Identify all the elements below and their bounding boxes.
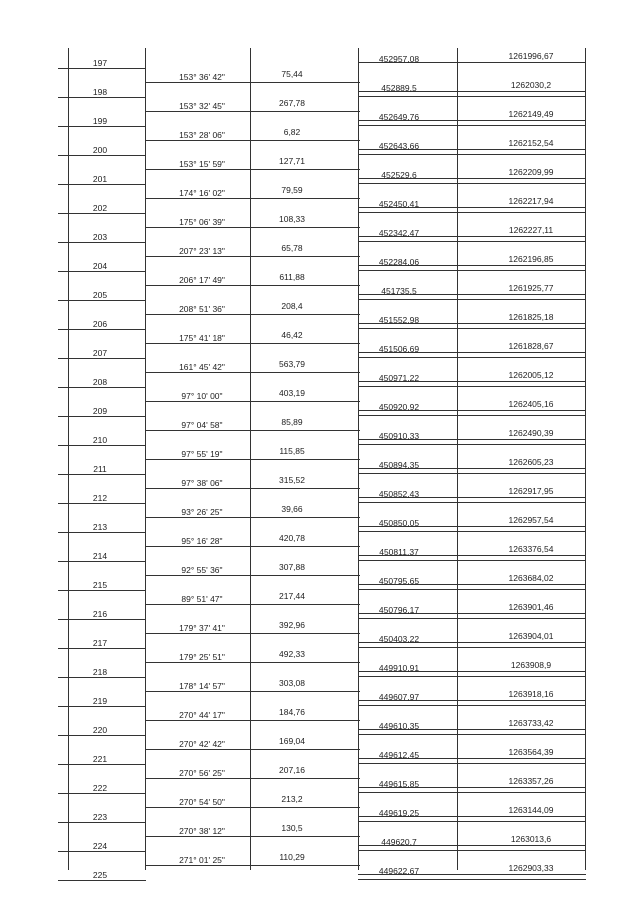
coordinate-x: 452284,06 <box>378 257 420 267</box>
point-number: 219 <box>92 696 108 706</box>
row-rule <box>145 865 360 866</box>
segment-length: 307,88 <box>279 562 305 572</box>
row-rule <box>358 850 586 851</box>
row-rule <box>145 517 360 518</box>
coordinate-x: 451506,69 <box>378 344 420 354</box>
row-rule <box>58 126 146 127</box>
row-rule <box>58 329 146 330</box>
direction-angle: 175° 06' 39" <box>179 217 225 227</box>
coordinate-y: 1262209,99 <box>508 167 554 177</box>
row-rule <box>358 154 586 155</box>
coordinate-x: 450920,92 <box>378 402 420 412</box>
direction-angle: 97° 55' 19" <box>181 449 223 459</box>
segment-length: 85,89 <box>281 417 303 427</box>
row-rule <box>145 633 360 634</box>
point-number: 205 <box>92 290 108 300</box>
row-rule <box>58 648 146 649</box>
row-rule <box>58 851 146 852</box>
point-number: 222 <box>92 783 108 793</box>
segment-length: 184,76 <box>279 707 305 717</box>
row-rule <box>358 502 586 503</box>
point-number: 203 <box>92 232 108 242</box>
row-rule <box>145 82 360 83</box>
row-rule <box>58 445 146 446</box>
point-number: 202 <box>92 203 108 213</box>
row-rule <box>58 793 146 794</box>
point-number: 218 <box>92 667 108 677</box>
point-number: 206 <box>92 319 108 329</box>
point-number: 215 <box>92 580 108 590</box>
coordinate-x: 451735,5 <box>381 286 417 296</box>
coordinate-y: 1262030,2 <box>510 80 552 90</box>
coordinate-x: 452957,08 <box>378 54 420 64</box>
direction-angle: 175° 41' 18" <box>179 333 225 343</box>
row-rule <box>358 473 586 474</box>
row-rule <box>58 68 146 69</box>
coordinate-x: 450795,65 <box>378 576 420 586</box>
coordinate-x: 452649,76 <box>378 112 420 122</box>
row-rule <box>358 96 586 97</box>
row-rule <box>358 589 586 590</box>
segment-length: 217,44 <box>279 591 305 601</box>
point-number: 225 <box>92 870 108 880</box>
row-rule <box>58 880 146 881</box>
coordinate-y: 1262217,94 <box>508 196 554 206</box>
direction-angle: 270° 56' 25" <box>179 768 225 778</box>
row-rule <box>145 836 360 837</box>
row-rule <box>358 647 586 648</box>
row-rule <box>145 691 360 692</box>
segment-length: 267,78 <box>279 98 305 108</box>
coordinate-y: 1263733,42 <box>508 718 554 728</box>
segment-length: 169,04 <box>279 736 305 746</box>
row-rule <box>145 459 360 460</box>
point-number: 209 <box>92 406 108 416</box>
row-rule <box>58 300 146 301</box>
coordinate-y: 1262149,49 <box>508 109 554 119</box>
row-rule <box>145 401 360 402</box>
row-rule <box>58 387 146 388</box>
row-rule <box>145 604 360 605</box>
segment-length: 303,08 <box>279 678 305 688</box>
direction-angle: 206° 17' 49" <box>179 275 225 285</box>
coordinate-x: 449622,67 <box>378 866 420 876</box>
segment-length: 75,44 <box>281 69 303 79</box>
row-rule <box>145 256 360 257</box>
point-number: 201 <box>92 174 108 184</box>
coordinate-y: 1261828,67 <box>508 341 554 351</box>
row-rule <box>58 590 146 591</box>
coordinate-y: 1262405,16 <box>508 399 554 409</box>
coordinate-x: 449610,35 <box>378 721 420 731</box>
row-rule <box>145 140 360 141</box>
coordinate-x: 450971,22 <box>378 373 420 383</box>
segment-length: 65,78 <box>281 243 303 253</box>
coordinate-x: 449607,97 <box>378 692 420 702</box>
coordinate-x: 449910,91 <box>378 663 420 673</box>
row-rule <box>145 169 360 170</box>
segment-length: 420,78 <box>279 533 305 543</box>
row-rule <box>145 749 360 750</box>
coordinate-y: 1261996,67 <box>508 51 554 61</box>
row-rule <box>58 358 146 359</box>
direction-angle: 92° 55' 36" <box>181 565 223 575</box>
point-number: 207 <box>92 348 108 358</box>
coordinate-y: 1261925,77 <box>508 283 554 293</box>
row-rule <box>58 822 146 823</box>
direction-angle: 178° 14' 57" <box>179 681 225 691</box>
direction-angle: 153° 36' 42" <box>179 72 225 82</box>
direction-angle: 153° 28' 06" <box>179 130 225 140</box>
segment-length: 315,52 <box>279 475 305 485</box>
row-rule <box>358 763 586 764</box>
coordinate-x: 450852,43 <box>378 489 420 499</box>
coordinate-x: 449619,25 <box>378 808 420 818</box>
coordinate-x: 451552,98 <box>378 315 420 325</box>
direction-angle: 153° 32' 45" <box>179 101 225 111</box>
direction-angle: 174° 16' 02" <box>179 188 225 198</box>
coordinate-x: 450894,35 <box>378 460 420 470</box>
direction-angle: 207° 23' 13" <box>179 246 225 256</box>
segment-length: 563,79 <box>279 359 305 369</box>
row-rule <box>145 778 360 779</box>
row-rule <box>145 111 360 112</box>
point-number: 224 <box>92 841 108 851</box>
segment-length: 79,59 <box>281 185 303 195</box>
row-rule <box>145 430 360 431</box>
row-rule <box>358 560 586 561</box>
coordinate-x: 452342,47 <box>378 228 420 238</box>
direction-angle: 89° 51' 47" <box>181 594 223 604</box>
coordinate-x: 452450,41 <box>378 199 420 209</box>
direction-angle: 95° 16' 28" <box>181 536 223 546</box>
row-rule <box>358 879 586 880</box>
coordinate-x: 450403,22 <box>378 634 420 644</box>
coordinate-y: 1263904,01 <box>508 631 554 641</box>
direction-angle: 93° 26' 25" <box>181 507 223 517</box>
coordinate-x: 452643,66 <box>378 141 420 151</box>
coordinate-y: 1263376,54 <box>508 544 554 554</box>
row-rule <box>58 97 146 98</box>
point-number: 198 <box>92 87 108 97</box>
direction-angle: 97° 38' 06" <box>181 478 223 488</box>
coordinate-y: 1262917,95 <box>508 486 554 496</box>
row-rule <box>58 735 146 736</box>
segment-length: 115,85 <box>279 446 305 456</box>
direction-angle: 270° 54' 50" <box>179 797 225 807</box>
direction-angle: 208° 51' 36" <box>179 304 225 314</box>
row-rule <box>58 416 146 417</box>
coordinate-y: 1263564,39 <box>508 747 554 757</box>
point-number: 197 <box>92 58 108 68</box>
point-number: 211 <box>93 464 107 474</box>
direction-angle: 161° 45' 42" <box>179 362 225 372</box>
coordinate-x: 452889,5 <box>381 83 417 93</box>
row-rule <box>358 676 586 677</box>
segment-length: 110,29 <box>279 852 305 862</box>
direction-angle: 97° 10' 00" <box>181 391 223 401</box>
coordinate-x: 449615,85 <box>378 779 420 789</box>
row-rule <box>358 270 586 271</box>
row-rule <box>358 241 586 242</box>
direction-angle: 179° 37' 41" <box>179 623 225 633</box>
row-rule <box>358 125 586 126</box>
row-rule <box>145 372 360 373</box>
coordinate-y: 1263684,02 <box>508 573 554 583</box>
coordinate-x: 449612,45 <box>378 750 420 760</box>
segment-length: 46,42 <box>281 330 303 340</box>
row-rule <box>58 184 146 185</box>
direction-angle: 271° 01' 25" <box>179 855 225 865</box>
point-number: 200 <box>92 145 108 155</box>
segment-length: 127,71 <box>279 156 305 166</box>
coordinate-y: 1263918,16 <box>508 689 554 699</box>
segment-length: 611,88 <box>279 272 305 282</box>
row-rule <box>58 503 146 504</box>
coordinate-y: 1262152,54 <box>508 138 554 148</box>
point-number: 217 <box>92 638 108 648</box>
point-number: 210 <box>92 435 108 445</box>
segment-length: 207,16 <box>279 765 305 775</box>
coordinate-y: 1263908,9 <box>510 660 552 670</box>
row-rule <box>58 677 146 678</box>
row-rule <box>358 328 586 329</box>
row-rule <box>358 415 586 416</box>
row-rule <box>145 343 360 344</box>
point-number: 213 <box>92 522 108 532</box>
row-rule <box>145 198 360 199</box>
row-rule <box>358 183 586 184</box>
direction-angle: 179° 25' 51" <box>179 652 225 662</box>
segment-length: 403,19 <box>279 388 305 398</box>
segment-length: 208,4 <box>281 301 303 311</box>
segment-length: 492,33 <box>279 649 305 659</box>
direction-angle: 153° 15' 59" <box>179 159 225 169</box>
coordinate-y: 1262227,11 <box>508 225 554 235</box>
row-rule <box>358 531 586 532</box>
row-rule <box>58 242 146 243</box>
row-rule <box>145 488 360 489</box>
segment-length: 6,82 <box>283 127 301 137</box>
point-number: 220 <box>92 725 108 735</box>
column-rule <box>457 48 458 870</box>
coordinate-y: 1263357,26 <box>508 776 554 786</box>
point-number: 216 <box>92 609 108 619</box>
column-rule <box>68 48 69 870</box>
point-number: 199 <box>92 116 108 126</box>
row-rule <box>145 662 360 663</box>
coordinate-x: 450910,33 <box>378 431 420 441</box>
direction-angle: 270° 42' 42" <box>179 739 225 749</box>
direction-angle: 97° 04' 58" <box>181 420 223 430</box>
row-rule <box>145 546 360 547</box>
row-rule <box>358 444 586 445</box>
row-rule <box>358 357 586 358</box>
segment-length: 392,96 <box>279 620 305 630</box>
row-rule <box>58 271 146 272</box>
row-rule <box>145 807 360 808</box>
direction-angle: 270° 38' 12" <box>179 826 225 836</box>
coordinate-y: 1263144,09 <box>508 805 554 815</box>
coordinate-y: 1262490,39 <box>508 428 554 438</box>
coordinate-x: 450850,05 <box>378 518 420 528</box>
segment-length: 213,2 <box>281 794 303 804</box>
row-rule <box>358 734 586 735</box>
point-number: 212 <box>92 493 108 503</box>
row-rule <box>58 764 146 765</box>
point-number: 204 <box>92 261 108 271</box>
coordinate-y: 1262005,12 <box>508 370 554 380</box>
row-rule <box>145 285 360 286</box>
coordinate-y: 1262903,33 <box>508 863 554 873</box>
row-rule <box>58 532 146 533</box>
coordinate-y: 1263901,46 <box>508 602 554 612</box>
row-rule <box>358 821 586 822</box>
row-rule <box>58 155 146 156</box>
coordinate-x: 450811,37 <box>379 547 419 557</box>
point-number: 223 <box>92 812 108 822</box>
coordinate-y: 1262196,85 <box>508 254 554 264</box>
coordinate-x: 449620,7 <box>381 837 417 847</box>
row-rule <box>58 561 146 562</box>
coordinate-x: 452529,6 <box>381 170 417 180</box>
segment-length: 39,66 <box>281 504 303 514</box>
row-rule <box>145 227 360 228</box>
point-number: 214 <box>92 551 108 561</box>
row-rule <box>358 792 586 793</box>
point-number: 208 <box>92 377 108 387</box>
coordinate-y: 1262605,23 <box>508 457 554 467</box>
segment-length: 108,33 <box>279 214 305 224</box>
segment-length: 130,5 <box>281 823 303 833</box>
row-rule <box>58 213 146 214</box>
row-rule <box>58 619 146 620</box>
coordinate-y: 1261825,18 <box>508 312 554 322</box>
coordinate-x: 450796,17 <box>378 605 420 615</box>
row-rule <box>145 575 360 576</box>
row-rule <box>358 212 586 213</box>
row-rule <box>358 386 586 387</box>
coordinate-y: 1263013,6 <box>510 834 552 844</box>
row-rule <box>58 706 146 707</box>
coordinate-y: 1262957,54 <box>508 515 554 525</box>
row-rule <box>145 720 360 721</box>
direction-angle: 270° 44' 17" <box>179 710 225 720</box>
row-rule <box>145 314 360 315</box>
row-rule <box>358 705 586 706</box>
row-rule <box>58 474 146 475</box>
row-rule <box>358 299 586 300</box>
point-number: 221 <box>92 754 108 764</box>
row-rule <box>358 618 586 619</box>
